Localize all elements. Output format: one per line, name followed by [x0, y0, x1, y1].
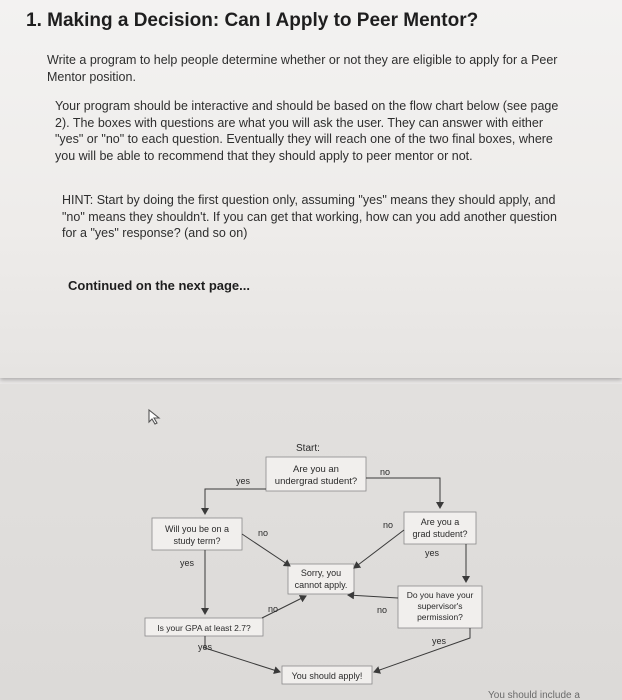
label-yes-grad: yes [425, 548, 440, 558]
flowchart [0, 384, 622, 700]
arrow-permission-no [348, 595, 398, 598]
intro-paragraph: Write a program to help people determine whether or not they are eligible to apply for a Peer Mentor position. [47, 53, 558, 84]
permission-question-line1: Do you have your [406, 590, 474, 600]
study-term-question-line2: study term? [173, 536, 221, 546]
sorry-line1: Sorry, you [300, 568, 342, 578]
label-yes-gpa: yes [198, 642, 213, 652]
permission-question-line2: supervisor's [417, 601, 463, 611]
label-no-gpa: no [268, 604, 279, 614]
label-no-undergrad: no [380, 467, 391, 477]
arrow-gpa-yes [205, 636, 280, 672]
gpa-question-text: Is your GPA at least 2.7? [157, 623, 251, 633]
instructions-paragraph: Your program should be interactive and should be based on the flow chart below (see page 2). The boxes with questions are what you will ask the user. They can answer with either "yes" or "no" to each question. Eventually they will reach one of the two final boxes, where you will be able to recommend that they should apply to peer mentor or not. [55, 99, 559, 163]
start-label: Start: [296, 443, 320, 454]
hint-paragraph: HINT: Start by doing the first question only, assuming "yes" means they should apply, and "no" means they shouldn't. If you can get that working, how can you add another question for a "yes" response? (and so on) [62, 193, 557, 240]
undergrad-question-line1: Are you an [293, 464, 339, 475]
label-no-study: no [258, 528, 269, 538]
label-yes-undergrad: yes [236, 476, 251, 486]
permission-question-line3: permission? [417, 612, 463, 622]
label-yes-study: yes [180, 558, 195, 568]
arrow-permission-yes [374, 628, 470, 672]
footer-cutoff-text: You should include a [488, 690, 580, 700]
arrow-undergrad-no [366, 478, 440, 508]
label-no-permission: no [377, 605, 388, 615]
arrow-undergrad-yes [205, 489, 266, 514]
undergrad-question-line2: undergrad student? [274, 476, 358, 487]
sorry-line2: cannot apply. [294, 580, 348, 590]
continued-note: Continued on the next page... [68, 278, 250, 293]
study-term-question-line1: Will you be on a [164, 524, 230, 534]
label-no-grad: no [383, 520, 394, 530]
arrow-study-no [242, 534, 290, 566]
grad-question-line2: grad student? [412, 529, 468, 539]
grad-question-line1: Are you a [420, 517, 460, 527]
arrow-grad-no [354, 530, 404, 568]
page-title: 1. Making a Decision: Can I Apply to Peer Mentor? [26, 10, 479, 31]
label-yes-permission: yes [432, 636, 447, 646]
apply-text: You should apply! [291, 671, 363, 681]
